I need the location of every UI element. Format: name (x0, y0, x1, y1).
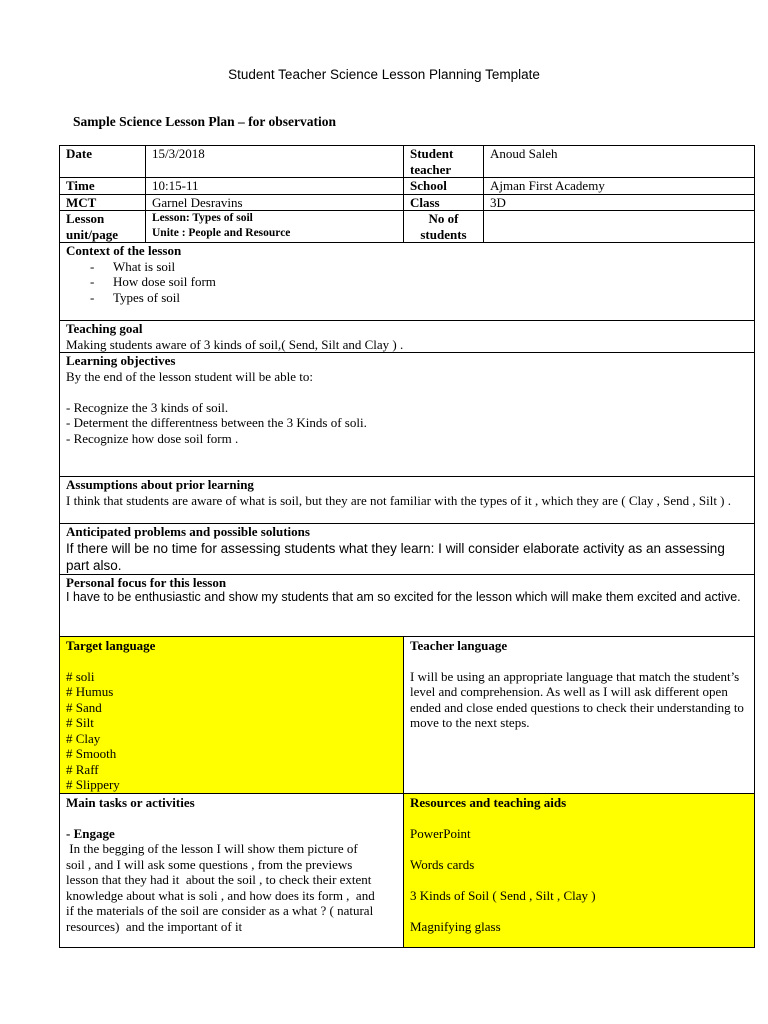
target-language-item: # Slippery (66, 777, 120, 792)
objective-item: - Recognize how dose soil form . (66, 430, 239, 446)
target-language-item: # Humus (66, 684, 114, 699)
row-time (60, 178, 755, 195)
school-value: Ajman First Academy (484, 178, 755, 195)
students-count-label: No of students (404, 211, 484, 243)
student-teacher-value: Anoud Saleh (484, 146, 755, 178)
resource-item: Words cards (410, 856, 475, 872)
main-tasks-cell (60, 793, 404, 947)
learning-objectives-cell (60, 353, 755, 477)
context-heading: Context of the lesson (66, 243, 182, 258)
resources-cell (404, 793, 755, 947)
resource-item: Magnifying glass (410, 918, 501, 934)
engage-text: In the begging of the lesson I will show them picture of soil , and I will ask some questions , from the previews lesson that they had it about the soil , to check their extent knowledge about what is soli , and how does its form , and if the materials of the soil are consider as a what ? ( natural resources) and the important of it (66, 841, 378, 934)
school-label: School (404, 178, 484, 195)
time-label: Time (60, 178, 146, 195)
resource-item: PowerPoint (410, 825, 471, 841)
anticipated-problems-text: If there will be no time for assessing students what they learn: I will consider elaborate activity as an assessing part also. (66, 540, 725, 573)
row-personal-focus (60, 574, 755, 636)
time-value: 10:15-11 (146, 178, 404, 195)
personal-focus-text: I have to be enthusiastic and show my students that am so excited for the lesson which will make them excited and active. (66, 590, 741, 604)
teaching-goal-text: Making students aware of 3 kinds of soil,( Send, Silt and Clay ) . (66, 336, 404, 352)
target-language-item: # soli (66, 668, 95, 684)
row-context (60, 243, 755, 321)
row-lesson-unit (60, 211, 755, 243)
row-teaching-goal (60, 321, 755, 353)
engage-heading: - Engage (66, 825, 115, 841)
personal-focus-cell (60, 574, 755, 636)
date-value: 15/3/2018 (146, 146, 404, 178)
target-language-item: # Silt (66, 715, 94, 730)
mct-label: MCT (60, 194, 146, 211)
teacher-language-text: I will be using an appropriate language that match the student’s level and comprehension. As well as I will ask different open ended and close ended questions to check their understanding to move to the next steps. (410, 668, 744, 730)
lesson-plan-table (59, 145, 755, 948)
row-anticipated-problems (60, 524, 755, 575)
row-language (60, 636, 755, 793)
context-item: - Types of soil (90, 289, 180, 305)
teacher-language-heading: Teacher language (410, 637, 508, 653)
lesson-plan-subtitle: Sample Science Lesson Plan – for observation (73, 114, 336, 129)
context-item: - How dose soil form (90, 274, 216, 289)
resource-item: 3 Kinds of Soil ( Send , Silt , Clay ) (410, 887, 596, 903)
lesson-title: Lesson: Types of soil (152, 212, 253, 224)
learning-objectives-heading: Learning objectives (66, 353, 176, 368)
class-value: 3D (484, 194, 755, 211)
row-assumptions (60, 477, 755, 524)
students-count-value (484, 211, 755, 243)
teacher-language-cell (404, 636, 755, 793)
anticipated-problems-cell (60, 524, 755, 575)
row-learning-objectives (60, 353, 755, 477)
document-title: Student Teacher Science Lesson Planning Template (228, 67, 540, 82)
personal-focus-heading: Personal focus for this lesson (66, 574, 227, 590)
context-item: - What is soil (90, 258, 176, 274)
anticipated-problems-heading: Anticipated problems and possible solutions (66, 524, 310, 539)
learning-objectives-intro: By the end of the lesson student will be able to: (66, 368, 313, 384)
assumptions-cell (60, 477, 755, 524)
resources-heading: Resources and teaching aids (410, 794, 567, 810)
target-language-item: # Clay (66, 730, 101, 746)
teaching-goal-heading: Teaching goal (66, 321, 143, 336)
target-language-item: # Sand (66, 699, 102, 715)
lesson-unit-name: Unite : People and Resource (152, 227, 291, 239)
lesson-unit-value (146, 211, 404, 243)
target-language-item: # Raff (66, 761, 99, 777)
objective-item: - Recognize the 3 kinds of soil. (66, 399, 229, 415)
target-language-cell (60, 636, 404, 793)
lesson-unit-label: Lesson unit/page (60, 211, 146, 243)
teaching-goal-cell (60, 321, 755, 353)
target-language-item: # Smooth (66, 746, 117, 761)
student-teacher-label: Student teacher (404, 146, 484, 178)
row-date (60, 146, 755, 178)
main-tasks-heading: Main tasks or activities (66, 794, 195, 810)
mct-value: Garnel Desravins (146, 194, 404, 211)
row-activities (60, 793, 755, 947)
assumptions-heading: Assumptions about prior learning (66, 477, 254, 492)
objective-item: - Determent the differentness between the 3 Kinds of soli. (66, 415, 367, 430)
target-language-heading: Target language (66, 637, 156, 653)
date-label: Date (60, 146, 146, 178)
class-label: Class (404, 194, 484, 211)
row-mct (60, 194, 755, 211)
assumptions-text: I think that students are aware of what is soil, but they are not familiar with the types of it , which they are ( Clay , Send , Silt ) . (66, 492, 732, 508)
context-cell (60, 243, 755, 321)
